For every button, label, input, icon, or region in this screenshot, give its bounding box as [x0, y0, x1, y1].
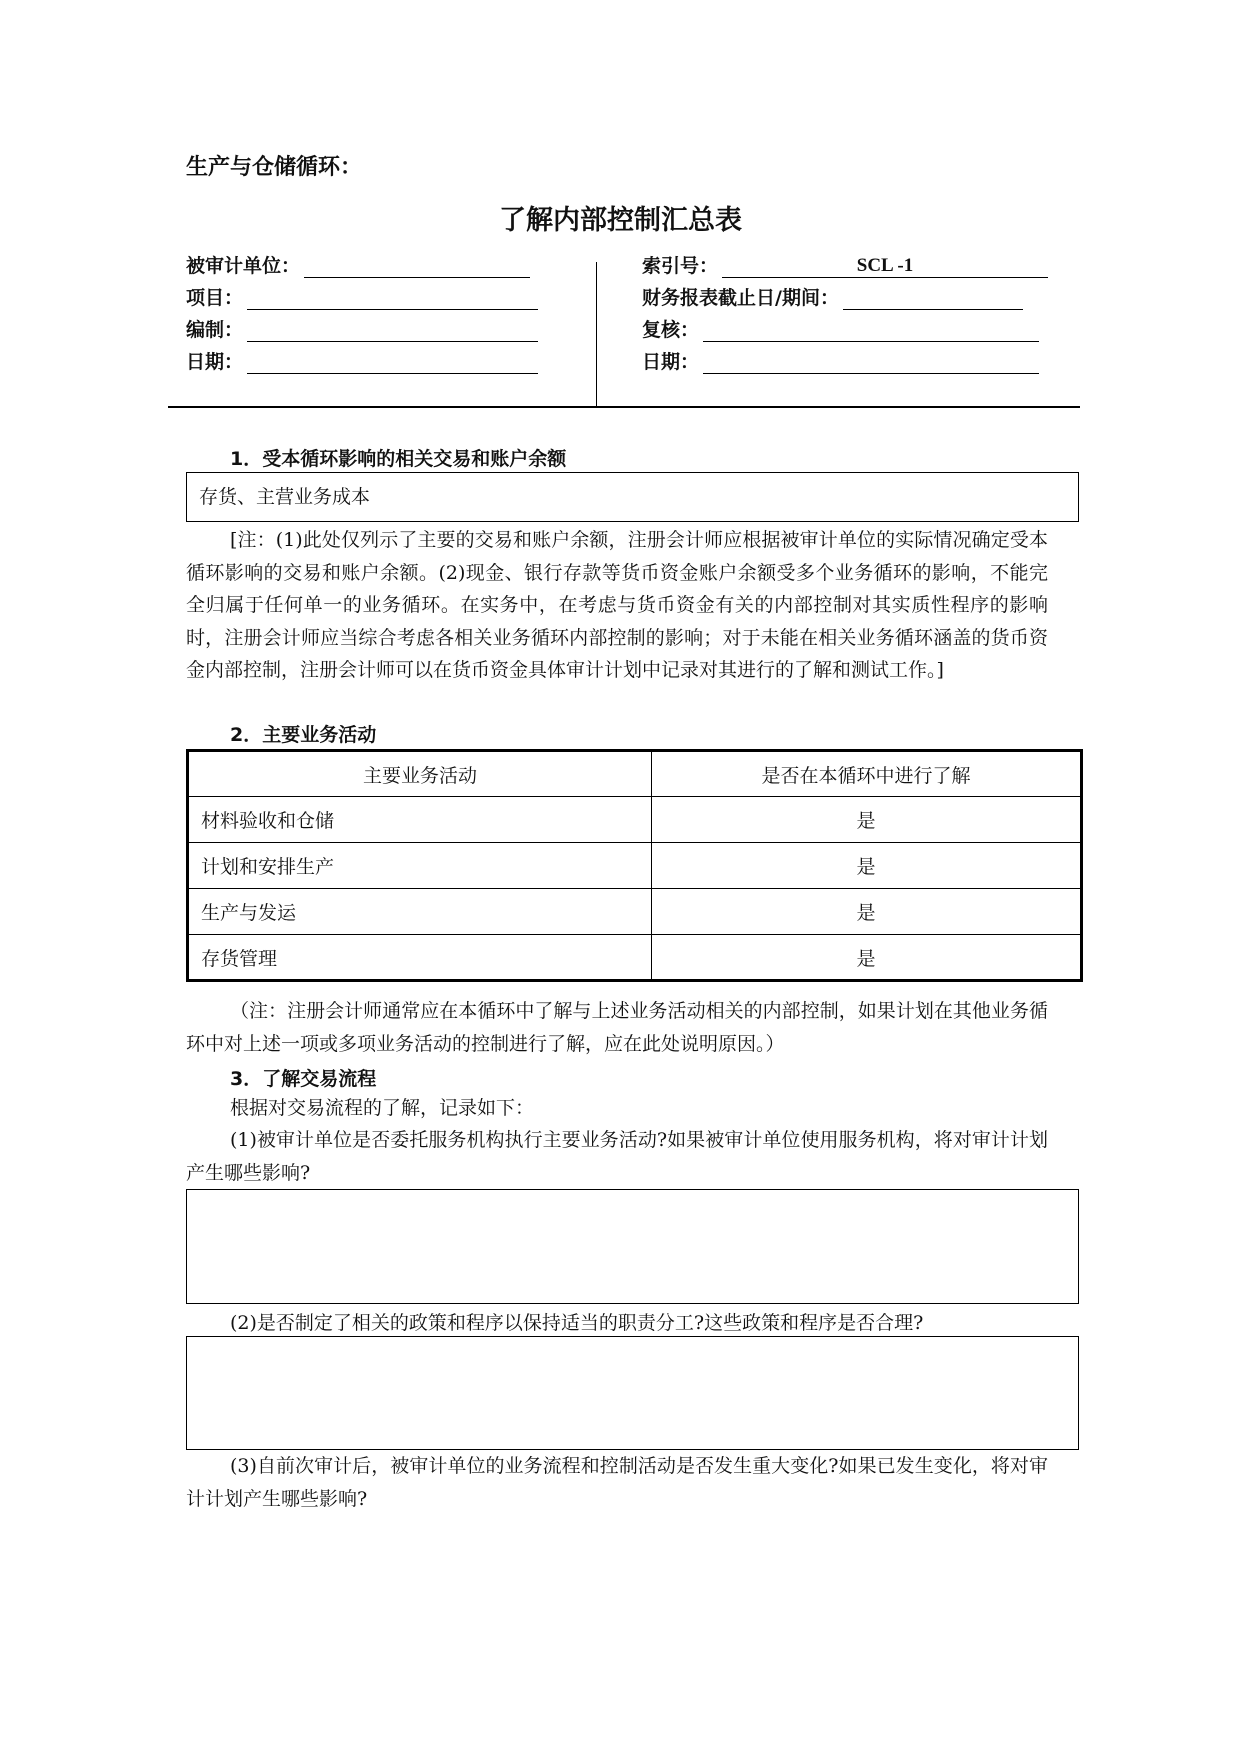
activities-table	[186, 749, 1083, 982]
section1-content-box[interactable]	[186, 472, 1079, 522]
section3-intro: 根据对交易流程的了解，记录如下：	[230, 1097, 535, 1119]
index-no-line[interactable]: SCL -1	[722, 255, 1048, 278]
prepared-by-line[interactable]	[247, 319, 538, 342]
section1-heading: 1．受本循环影响的相关交易和账户余额	[230, 448, 567, 470]
header-field-reviewed-by	[642, 316, 1039, 342]
header-field-date-left	[186, 348, 538, 374]
table-row	[188, 889, 1082, 935]
table-header-row	[188, 751, 1082, 797]
header-vertical-divider	[596, 262, 597, 407]
header-field-audited-entity	[186, 252, 530, 278]
field-label: 被审计单位：	[186, 255, 301, 277]
document-title: 了解内部控制汇总表	[499, 205, 742, 236]
section2-heading: 2．主要业务活动	[230, 724, 377, 746]
question-2: (2)是否制定了相关的政策和程序以保持适当的职责分工?这些政策和程序是否合理?	[230, 1312, 924, 1334]
field-label: 项目：	[186, 287, 244, 309]
cycle-title: 生产与仓储循环：	[186, 155, 363, 180]
table-row	[188, 935, 1082, 981]
field-label: 复核：	[642, 319, 700, 341]
activity-cell: 存货管理	[188, 935, 652, 981]
field-label: 日期：	[642, 351, 700, 373]
activity-cell: 计划和安排生产	[188, 843, 652, 889]
reviewed-by-line[interactable]	[703, 319, 1039, 342]
field-label: 日期：	[186, 351, 244, 373]
activity-cell: 材料验收和仓储	[188, 797, 652, 843]
header-bottom-rule	[168, 406, 1080, 408]
section1-note: [注：(1)此处仅列示了主要的交易和账户余额，注册会计师应根据被审计单位的实际情况确定受本循环影响的交易和账户余额。(2)现金、银行存款等货币资金账户余额受多个业务循环的影响，不能完全归属于任何单一的业务循环。在实务中，在考虑与货币资金有关的内部控制对其实质性程序的影响时，注册会计师应当综合考虑各相关业务循环内部控制的影响；对于未能在相关业务循环涵盖的货币资金内部控制，注册会计师可以在货币资金具体审计计划中记录对其进行的了解和测试工作。]	[186, 529, 1048, 681]
question-1: (1)被审计单位是否委托服务机构执行主要业务活动?如果被审计单位使用服务机构，将对审计计划产生哪些影响?	[186, 1129, 1048, 1184]
period-line[interactable]	[843, 287, 1023, 310]
audited-entity-line[interactable]	[304, 255, 530, 278]
table-row	[188, 797, 1082, 843]
header-field-index-no	[642, 252, 1048, 278]
header-field-project	[186, 284, 538, 310]
project-line[interactable]	[247, 287, 538, 310]
section2-note: （注：注册会计师通常应在本循环中了解与上述业务活动相关的内部控制，如果计划在其他业务循环中对上述一项或多项业务活动的控制进行了解，应在此处说明原因。）	[186, 1000, 1048, 1055]
column-header-activity: 主要业务活动	[188, 751, 652, 797]
understood-cell[interactable]: 是	[652, 889, 1082, 935]
table-row	[188, 843, 1082, 889]
date-line-left[interactable]	[247, 351, 538, 374]
answer-box-2[interactable]	[186, 1336, 1079, 1450]
field-label: 索引号：	[642, 255, 719, 277]
header-field-date-right	[642, 348, 1039, 374]
activity-cell: 生产与发运	[188, 889, 652, 935]
answer-box-1[interactable]	[186, 1189, 1079, 1304]
understood-cell[interactable]: 是	[652, 797, 1082, 843]
header-field-prepared-by	[186, 316, 538, 342]
section3-heading: 3．了解交易流程	[230, 1068, 377, 1090]
understood-cell[interactable]: 是	[652, 935, 1082, 981]
understood-cell[interactable]: 是	[652, 843, 1082, 889]
question-3: (3)自前次审计后，被审计单位的业务流程和控制活动是否发生重大变化?如果已发生变化，将对审计计划产生哪些影响?	[186, 1455, 1048, 1510]
date-line-right[interactable]	[703, 351, 1039, 374]
header-field-period	[642, 284, 1023, 310]
field-label: 财务报表截止日/期间：	[642, 287, 839, 309]
field-label: 编制：	[186, 319, 244, 341]
column-header-understood: 是否在本循环中进行了解	[652, 751, 1082, 797]
section1-content: 存货、主营业务成本	[199, 486, 371, 508]
